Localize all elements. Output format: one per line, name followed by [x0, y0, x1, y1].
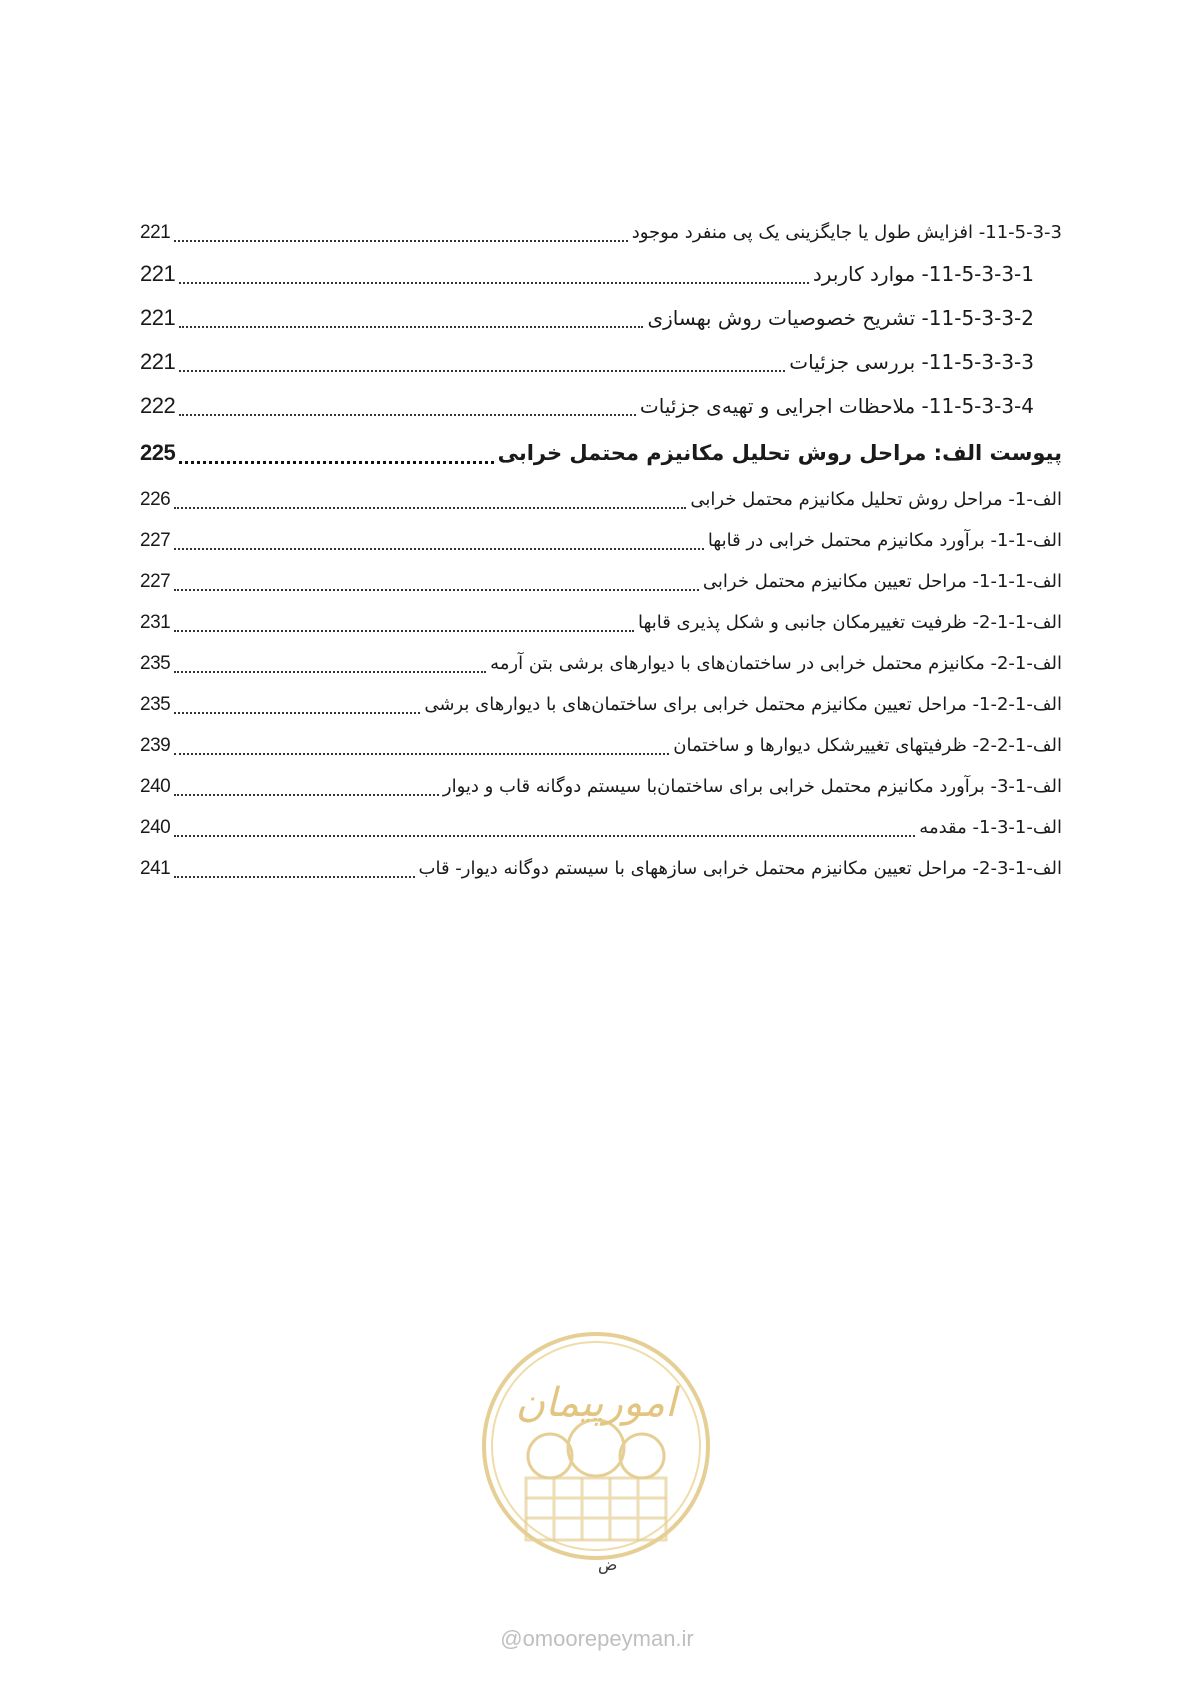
toc-entry: [140, 520, 1062, 561]
toc-entry-title: 11-5-3-3- افزایش طول یا جایگزینی یک پی منفرد موجود: [631, 222, 1062, 243]
toc-entry-page: 240: [140, 817, 171, 838]
dot-leader: [174, 794, 439, 796]
toc-entry-title: الف-1-3-1- مقدمه: [919, 817, 1062, 838]
toc-entry-page: 222: [140, 393, 176, 418]
toc-entry-title: الف-1-2-1- مراحل تعیین مکانیزم محتمل خرابی برای ساختمان‌های با دیوارهای برشی: [424, 694, 1062, 715]
toc-entry: [140, 385, 1062, 429]
toc-entry-title: 11-5-3-3-2- تشریح خصوصیات روش بهسازی: [647, 306, 1034, 330]
toc-entry-title: الف-1-3-2- مراحل تعیین مکانیزم محتمل خرابی سازههای با سیستم دوگانه دیوار- قاب: [418, 858, 1062, 879]
toc-entry: [140, 253, 1062, 297]
toc-entry-page: 221: [140, 305, 176, 330]
toc-entry: [140, 341, 1062, 385]
toc-entry-page: 221: [140, 349, 176, 374]
dot-leader: [179, 414, 636, 416]
dot-leader: [179, 461, 493, 464]
dot-leader: [179, 370, 785, 372]
toc-entry-page: 221: [140, 222, 171, 243]
toc-entry-title: 11-5-3-3-1- موارد کاربرد: [812, 262, 1034, 286]
svg-text:امورپیمان: امورپیمان: [515, 1380, 677, 1426]
toc-entry-title: الف-1- مراحل روش تحلیل مکانیزم محتمل خرابی: [690, 489, 1062, 510]
toc-entry: [140, 602, 1062, 643]
dot-leader: [174, 712, 420, 714]
dot-leader: [174, 240, 628, 242]
toc-entry-page: 231: [140, 612, 171, 633]
toc-entry-page: 241: [140, 858, 171, 879]
toc-entry: [140, 766, 1062, 807]
seal-logo-icon: [478, 1328, 714, 1564]
toc-entry-page: 235: [140, 653, 171, 674]
toc-entry-title: پیوست الف: مراحل روش تحلیل مکانیزم محتمل خرابی: [497, 441, 1062, 465]
dot-leader: [174, 671, 486, 673]
toc-entry: [140, 479, 1062, 520]
toc-entry-page: 225: [140, 440, 176, 465]
toc-entry: [140, 212, 1062, 253]
toc-entry: [140, 297, 1062, 341]
toc-entry-page: 239: [140, 735, 171, 756]
toc-entry-page: 235: [140, 694, 171, 715]
dot-leader: [174, 630, 634, 632]
table-of-contents: [140, 212, 1062, 889]
dot-leader: [174, 753, 669, 755]
dot-leader: [179, 326, 643, 328]
dot-leader: [174, 876, 414, 878]
toc-entry: [140, 429, 1062, 479]
toc-entry: [140, 725, 1062, 766]
toc-entry: [140, 561, 1062, 602]
toc-entry-page: 221: [140, 261, 176, 286]
toc-entry-page: 227: [140, 571, 171, 592]
toc-entry-title: الف-1-1-1- مراحل تعیین مکانیزم محتمل خرابی: [702, 571, 1062, 592]
page-number: ض: [598, 1555, 618, 1574]
watermark-text: @omoorepeyman.ir: [500, 1626, 694, 1651]
toc-entry-title: الف-1-2-2- ظرفیتهای تغییرشکل دیوارها و ساختمان: [673, 735, 1062, 756]
toc-entry-page: 240: [140, 776, 171, 797]
toc-entry: [140, 848, 1062, 889]
toc-entry-page: 226: [140, 489, 171, 510]
toc-entry-title: الف-1-3- برآورد مکانیزم محتمل خرابی برای ساختمان‌با سیستم دوگانه قاب و دیوار: [442, 776, 1062, 797]
toc-entry-title: الف-1-1- برآورد مکانیزم محتمل خرابی در قابها: [707, 530, 1062, 551]
toc-entry: [140, 684, 1062, 725]
dot-leader: [174, 548, 704, 550]
toc-entry-title: 11-5-3-3-4- ملاحظات اجرایی و تهیه‌ی جزئیات: [639, 394, 1034, 418]
dot-leader: [174, 507, 686, 509]
dot-leader: [174, 835, 915, 837]
toc-entry-page: 227: [140, 530, 171, 551]
toc-entry-title: الف-1-1-2- ظرفیت تغییرمکان جانبی و شکل پذیری قابها: [637, 612, 1062, 633]
toc-entry-title: الف-1-2- مکانیزم محتمل خرابی در ساختمان‌های با دیوارهای برشی بتن آرمه: [490, 653, 1062, 674]
toc-entry-title: 11-5-3-3-3- بررسی جزئیات: [789, 350, 1034, 374]
dot-leader: [174, 589, 699, 591]
toc-entry: [140, 807, 1062, 848]
dot-leader: [179, 282, 809, 284]
toc-entry: [140, 643, 1062, 684]
